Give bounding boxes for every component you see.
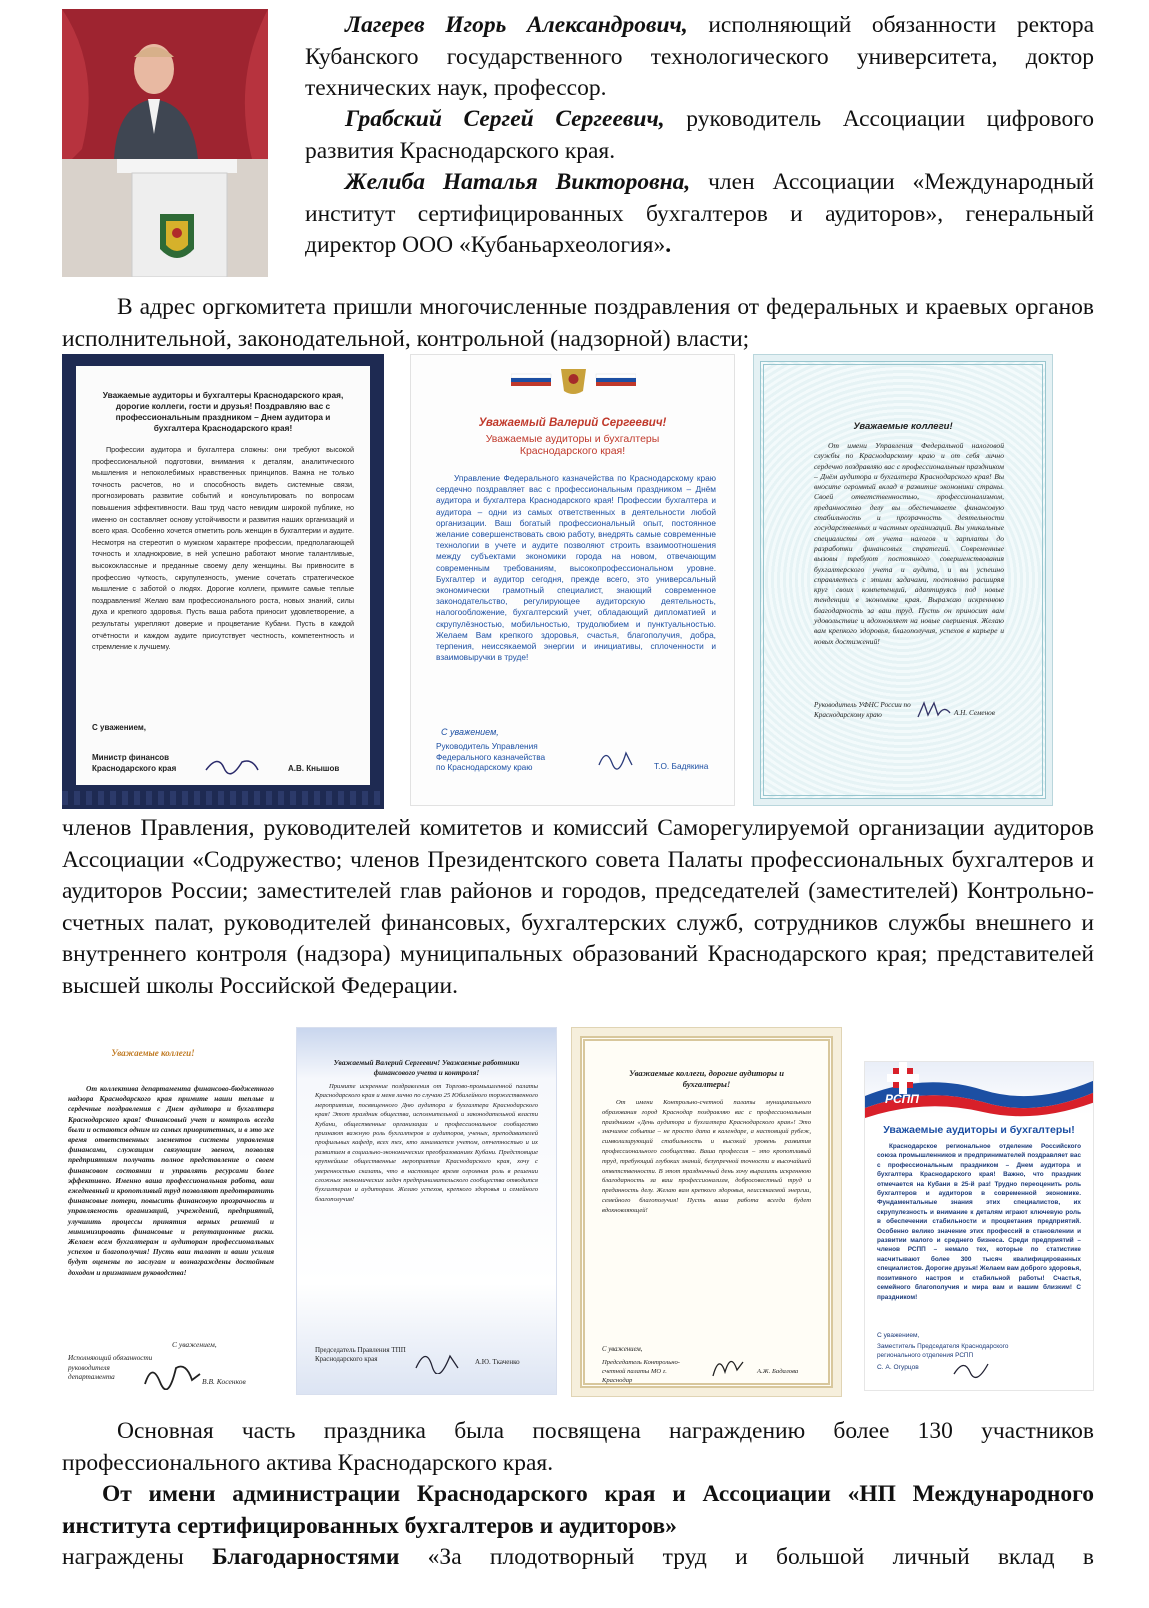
letter-4-closing: С уважением, — [172, 1340, 217, 1349]
letter-6-title: Уважаемые коллеги, дорогие аудиторы и бухгалтеры! — [629, 1068, 784, 1089]
letter-7-signer: С. А. Огурцов — [877, 1364, 919, 1371]
signature-icon — [142, 1360, 202, 1390]
letter-control-chamber — [571, 1027, 842, 1397]
letter-2-role: Руководитель Управления Федерального казначейства по Краснодарскому краю — [436, 741, 546, 772]
letter-7-body: Краснодарское региональное отделение Российского союза промышленников и предпринимателей поздравляет вас с профессиональным праздником – Днем аудитора и бухгалтера Краснодарского края! Важно, что праздник отмечается на Кубани в 25-й раз! Трудно переоценить роль бухгалтеров и аудиторов в современной экономике. Фундаментальные знания этих специалистов, их скрупулезность и внимание к деталям играют ключевую роль в обеспечении стабильности и процветания предприятий. Особенно велико значение этих профессий в становлении и развитии малого и среднего бизнеса. Среди предприятий – членов РСПП – немало тех, которые по статистике насчитывают более 300 тысяч квалифицированных специалистов. Дорогие друзья! Желаем вам доброго здоровья, позитивного настроя и стабильной работы! Счастья, семейного благополучия и мира вам и вашим близким! С праздником! — [877, 1143, 1081, 1301]
person-desc-3: член Ассоциации «Международный институт сертифицированных бухгалтеров и аудиторов», генеральный директор ООО «Кубаньархеология» — [305, 169, 1094, 258]
person-name-3: Желиба Наталья Викторовна, — [345, 169, 691, 195]
coat-of-arms-icon — [511, 363, 636, 397]
award-paragraph — [62, 1542, 1094, 1574]
letter-rspp — [864, 1061, 1094, 1391]
letter-2-closing: С уважением, — [441, 727, 499, 737]
letter-5-body: Примите искренние поздравления от Торгово-промышленной палаты Краснодарского края и меня лично по случаю 25 Юбилейного торжественного мероприятия, посвященного Дню аудитора и бухгалтера Краснодарского края! Этот праздник общества, исполнительной и законодательной власти Кубани, общественные организации и профессиональное сообщество признают важную роль бухгалтеров и аудиторов, ученых, преподавателей профильных кафедр, всех тех, кто занимается учетом, отчетностью и их развитием в социально-экономических преобразованиях Кубани. Предстоящие крупнейшие общественные мероприятия Краснодарского края, хочу с уверенностью сказать, что в настоящее время огромная роль в решении сложных экономических задач предпринимательского сообщества отводится бухгалтерам и аудиторам. Желаю успехов, крепкого здоровья и семейного благополучия! — [315, 1083, 538, 1203]
letter-2-body: Управление Федерального казначейства по Краснодарскому краю сердечно поздравляет вас с профессиональным праздником – Днём аудитора и бухгалтера Краснодарского края! Профессии бухгалтера и аудитора – одни из самых ответственных в деятельности любой организации. Ваш богатый профессиональный опыт, постоянное желание совершенствовать свою работу, внедрять самые современные технологии в учете и аудите позволяют строить взаимоотношения между субъектами экономики города на новом, отвечающим современным требованиям, высокопрофессиональном уровне. Бухгалтер и аудитор сегодня, прежде всего, это универсальный экономически грамотный специалист, знающий современное законодательство, регулирующее аудиторскую деятельность, налогообложение, бухгалтерский учет, обладающий дипломатией и скрупулёзностью, мобильностью, трудолюбием и пунктуальностью. Желаем Вам крепкого здоровья, счастья, благополучия, добра, терпения, неиссякаемой энергии и инициативы, сплоченности и взаимовыручки в труде! — [436, 473, 716, 663]
letter-7-role: Заместитель Председателя Краснодарского регионального отделения РСПП — [877, 1343, 1009, 1359]
letter-4-title: Уважаемые коллеги! — [111, 1048, 195, 1058]
letter-7-title: Уважаемые аудиторы и бухгалтеры! — [883, 1124, 1075, 1136]
letter-1-ornament — [62, 791, 384, 805]
letter-2-signer: Т.О. Бадякина — [654, 761, 709, 771]
congrats-paragraph: В адрес оргкомитета пришли многочисленные поздравления от федеральных и краевых органов исполнительной, законодательной, контрольной (надзорной) власти; — [62, 294, 1094, 352]
main-part-paragraph: Основная часть праздника была посвящена награждению более 130 участников профессионального актива Краснодарского края. — [62, 1418, 1094, 1476]
signature-icon — [707, 1350, 747, 1380]
letter-1-title: Уважаемые аудиторы и бухгалтеры Краснодарского края, дорогие коллеги, гости и друзья! Поздравляю вас с профессиональным праздником – Днем аудитора и бухгалтера Краснодарского края! — [102, 390, 344, 433]
letter-3-title: Уважаемые коллеги! — [853, 421, 953, 432]
letter-budget-supervision — [62, 1034, 284, 1394]
signature-icon — [202, 752, 262, 778]
person-desc-1: исполняющий обязанности ректора Кубанского государственного технологического университета, доктор технических наук, профессор. — [305, 12, 1095, 101]
letter-chamber-commerce — [296, 1027, 557, 1395]
letter-7-closing: С уважением, — [877, 1332, 920, 1339]
award-pre: награждены — [62, 1544, 213, 1570]
letter-1-closing: С уважением, — [92, 723, 146, 732]
signature-icon — [412, 1346, 462, 1374]
award-gratitude: Благодарностями — [212, 1544, 400, 1570]
letter-1-signer: А.В. Кнышов — [288, 764, 340, 773]
letter-5-title: Уважаемый Валерий Сергеевич! Уважаемые работники финансового учета и контроля! — [333, 1058, 520, 1077]
letter-2-subtitle: Уважаемые аудиторы и бухгалтеры Краснодарского края! — [485, 433, 660, 457]
signature-icon — [596, 745, 636, 771]
signature-icon — [914, 699, 954, 721]
signature-icon — [950, 1356, 995, 1380]
person-desc-3-end: . — [665, 232, 672, 258]
person-desc-2: руководитель Ассоциации цифрового развития Краснодарского края. — [305, 106, 1094, 164]
letter-3-signer: А.Н. Семенов — [954, 709, 995, 717]
members-paragraph: членов Правления, руководителей комитетов и комиссий Саморегулируемой организации аудиторов Ассоциации «Содружество; членов Президентского совета Палаты профессиональных бухгалтеров и аудиторов России; заместителей глав районов и городов, председателей (заместителей) Контрольно-счетных палат, руководителей финансовых, бухгалтерских служб, сотрудников службы внешнего и внутреннего контроля (надзора) муниципальных образований Краснодарского края; представителей высшей школы Российской Федерации. — [62, 815, 1094, 999]
letter-6-signer: А.Ж. Бадалова — [757, 1368, 799, 1375]
person-name-1: Лагерев Игорь Александрович, — [345, 12, 688, 38]
letter-4-body: От коллектива департамента финансово-бюджетного надзора Краснодарского края примите наши теплые и сердечные поздравления с Днем аудитора и бухгалтера Краснодарского края! Финансовый учет и контроль всегда были и остаются одним из самых приоритетных, и в это же время ответственных элементов системы управления финансами, служащим связующим звеном, позволяя предприятиям получать полное представление о своем финансовом состоянии и управлять ресурсами более эффективно. Именно ваша профессиональная работа, ваш ежедневный и кропотливый труд позволяют предотвратить финансовые потери, повысить финансовую прозрачность и управляемость организаций, учреждений, предприятий, улучшить процессы принятия верных решений и минимизировать финансовые и репутационные риски. Желаем всем бухгалтерам и аудиторам профессиональных успехов и благополучия! Пусть ваш талант и ваши усилия будут оценены по заслугам и вознаграждены достойным доходом и признанием руководства! — [68, 1084, 274, 1277]
letter-5-role: Председатель Правления ТПП Краснодарского края — [315, 1346, 406, 1363]
letter-3-role: Руководитель УФНС России по Краснодарскому краю — [814, 701, 911, 719]
award-bold-paragraph: От имени администрации Краснодарского края и Ассоциации «НП Международного института сертифицированных бухгалтеров и аудиторов» — [62, 1481, 1094, 1539]
letter-4-signer: В.В. Косенков — [202, 1377, 246, 1386]
letter-6-body: От имени Контрольно-счетной палаты муниципального образования город Краснодар поздравляю вас с профессиональным праздником «День аудитора и бухгалтера Краснодарского края»! Это значимое событие – не просто дата в календаре, а настоящий рубеж, символизирующий стабильность и высокий уровень развития профессионального сообщества. Ваша профессия – это кропотливый труд, требующий глубоких знаний, безупречной точности и высочайшей ответственности. В этот праздничный день хочу выразить искреннюю благодарность за ваш профессионализм, добросовестный труд и преданность делу. Желаю вам крепкого здоровья, неиссякаемой энергии, семейного благополучия! Пусть ваша работа всегда будет вдохновляющей! — [602, 1099, 811, 1214]
header-paragraph-1 — [305, 10, 1094, 105]
header-paragraph-2 — [305, 104, 1094, 167]
award-post: «За плодотворный труд и большой личный вклад в — [399, 1544, 1094, 1570]
letter-minister-finance — [62, 354, 384, 809]
letter-6-role: Председатель Контрольно-счетной палаты МО г. Краснодар — [602, 1359, 680, 1384]
header-paragraph-3 — [305, 167, 1094, 262]
speaker-photo — [62, 9, 268, 277]
letter-federal-treasury — [410, 354, 735, 806]
letter-2-title: Уважаемый Валерий Сергеевич! — [478, 417, 667, 429]
letter-3-body: От имени Управления Федеральной налоговой службы по Краснодарскому краю и от себя лично сердечно поздравляю вас с профессиональным праздником – Днём аудитора и бухгалтера Краснодарского края! Вы вносите огромный вклад в развитие экономики страны. Своей ответственностью, профессионализмом, преданностью делу вы обеспечиваете финансовую стабильность и прозрачность деятельности государственных и частных организаций. Вы уникальные специалисты от учета налогов и зарплаты до разработки финансовых стратегий. Современные вызовы требуют постоянного совершенствования бухгалтерского учета и аудита, и вы успешно справляетесь с этими задачами, постоянно расширяя круг своих компетенций, адаптируясь под новые тенденции в экономике края. Выражаю искреннюю благодарность за ваш труд. Пусть он приносит вам удовольствие и вдохновляет на новые свершения. Желаю вам крепкого здоровья, благополучия, успехов в карьере и новых достижений! — [814, 441, 1004, 646]
letter-tax-service — [753, 354, 1053, 806]
letter-6-closing: С уважением, — [602, 1346, 643, 1353]
speaker-illustration — [62, 9, 268, 277]
letter-1-body: Профессии аудитора и бухгалтера сложны: они требуют высокой профессиональной подготовки, внимания к деталям, аналитического мышления и непоколебимых нравственных принципов. Важна не только точность расчетов, но и способность видеть системные связи, прогнозировать развитие событий и консультировать по вопросам повышения эффективности. Ваш труд часто невидим широкой публике, но именно он составляет основу устойчивости и развития наших организаций и всего края. Особенно хочется отметить роль женщин в бухгалтерии и аудите. Несмотря на стереотип о мужском характере профессии, предполагающей точность и хладнокровие, в ней успешно работают многие талантливые, высококлассные и преданные своему делу женщины. Вы привносите в профессию чуткость, скрупулезность, умение сочетать стратегическое мышление с заботой о людях. Дорогие коллеги, примите самые теплые поздравления! Желаю вам профессионального роста, новых знаний, силы духа и крепкого здоровья. Пусть ваша работа приносит удовлетворение, а результаты укрепляют доверие и процветание Кубани. Пусть в каждой отчётности и каждом аудите присутствует честность, компетентность и стремление к лучшему. — [92, 445, 354, 652]
coat-of-arms-icon — [160, 214, 194, 258]
letter-4-role: Исполняющий обязанности руководителя департамента — [68, 1354, 153, 1381]
rspp-logo-text: РСПП — [885, 1092, 919, 1106]
letter-5-signer: А.Ю. Ткаченко — [475, 1358, 520, 1366]
person-name-2: Грабский Сергей Сергеевич, — [345, 106, 665, 132]
letter-1-role: Министр финансов Краснодарского края — [92, 753, 177, 773]
